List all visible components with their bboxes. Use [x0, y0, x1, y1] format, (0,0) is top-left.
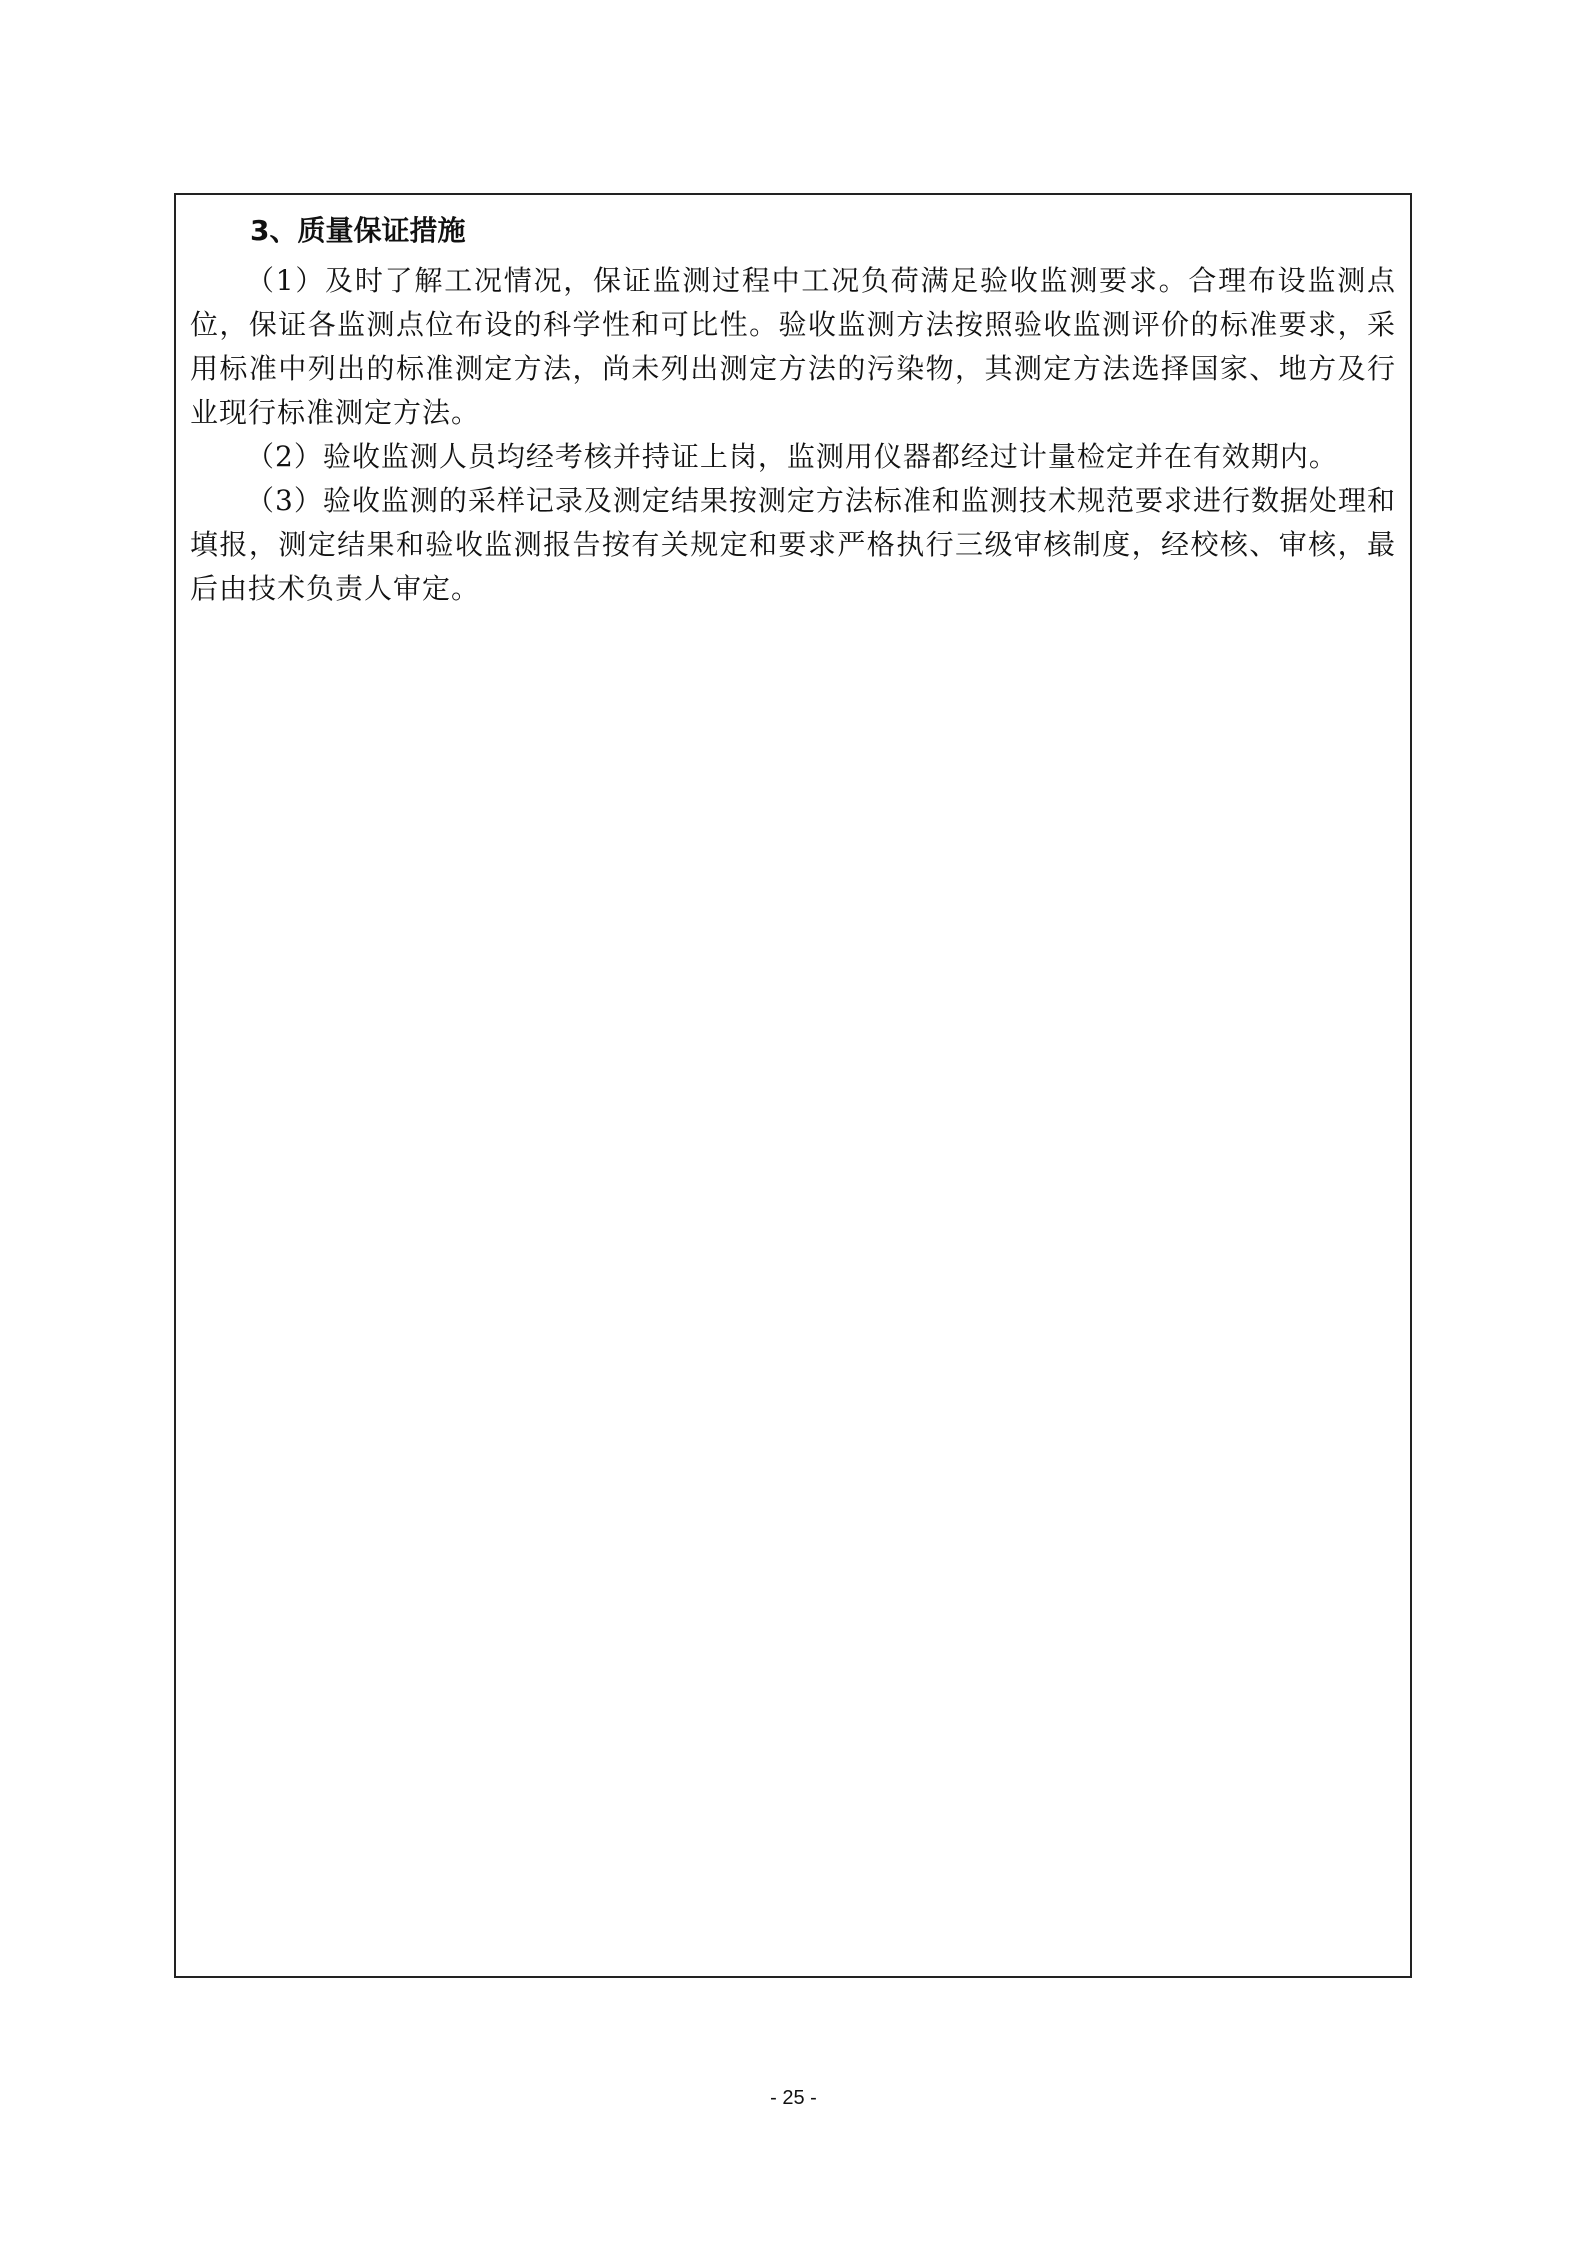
paragraph-3: （3）验收监测的采样记录及测定结果按测定方法标准和监测技术规范要求进行数据处理和填报，测定结果和验收监测报告按有关规定和要求严格执行三级审核制度，经校核、审核，最后由技术负责人审定。: [190, 484, 1396, 605]
content-frame: [174, 193, 1412, 1978]
page-number: - 25 -: [770, 2087, 817, 2109]
section-heading: 3、质量保证措施: [250, 214, 466, 247]
paragraph-1: （1）及时了解工况情况，保证监测过程中工况负荷满足验收监测要求。合理布设监测点位，保证各监测点位布设的科学性和可比性。验收监测方法按照验收监测评价的标准要求，采用标准中列出的标准测定方法，尚未列出测定方法的污染物，其测定方法选择国家、地方及行业现行标准测定方法。: [190, 264, 1396, 429]
paragraph-2: （2）验收监测人员均经考核并持证上岗，监测用仪器都经过计量检定并在有效期内。: [246, 440, 1338, 473]
